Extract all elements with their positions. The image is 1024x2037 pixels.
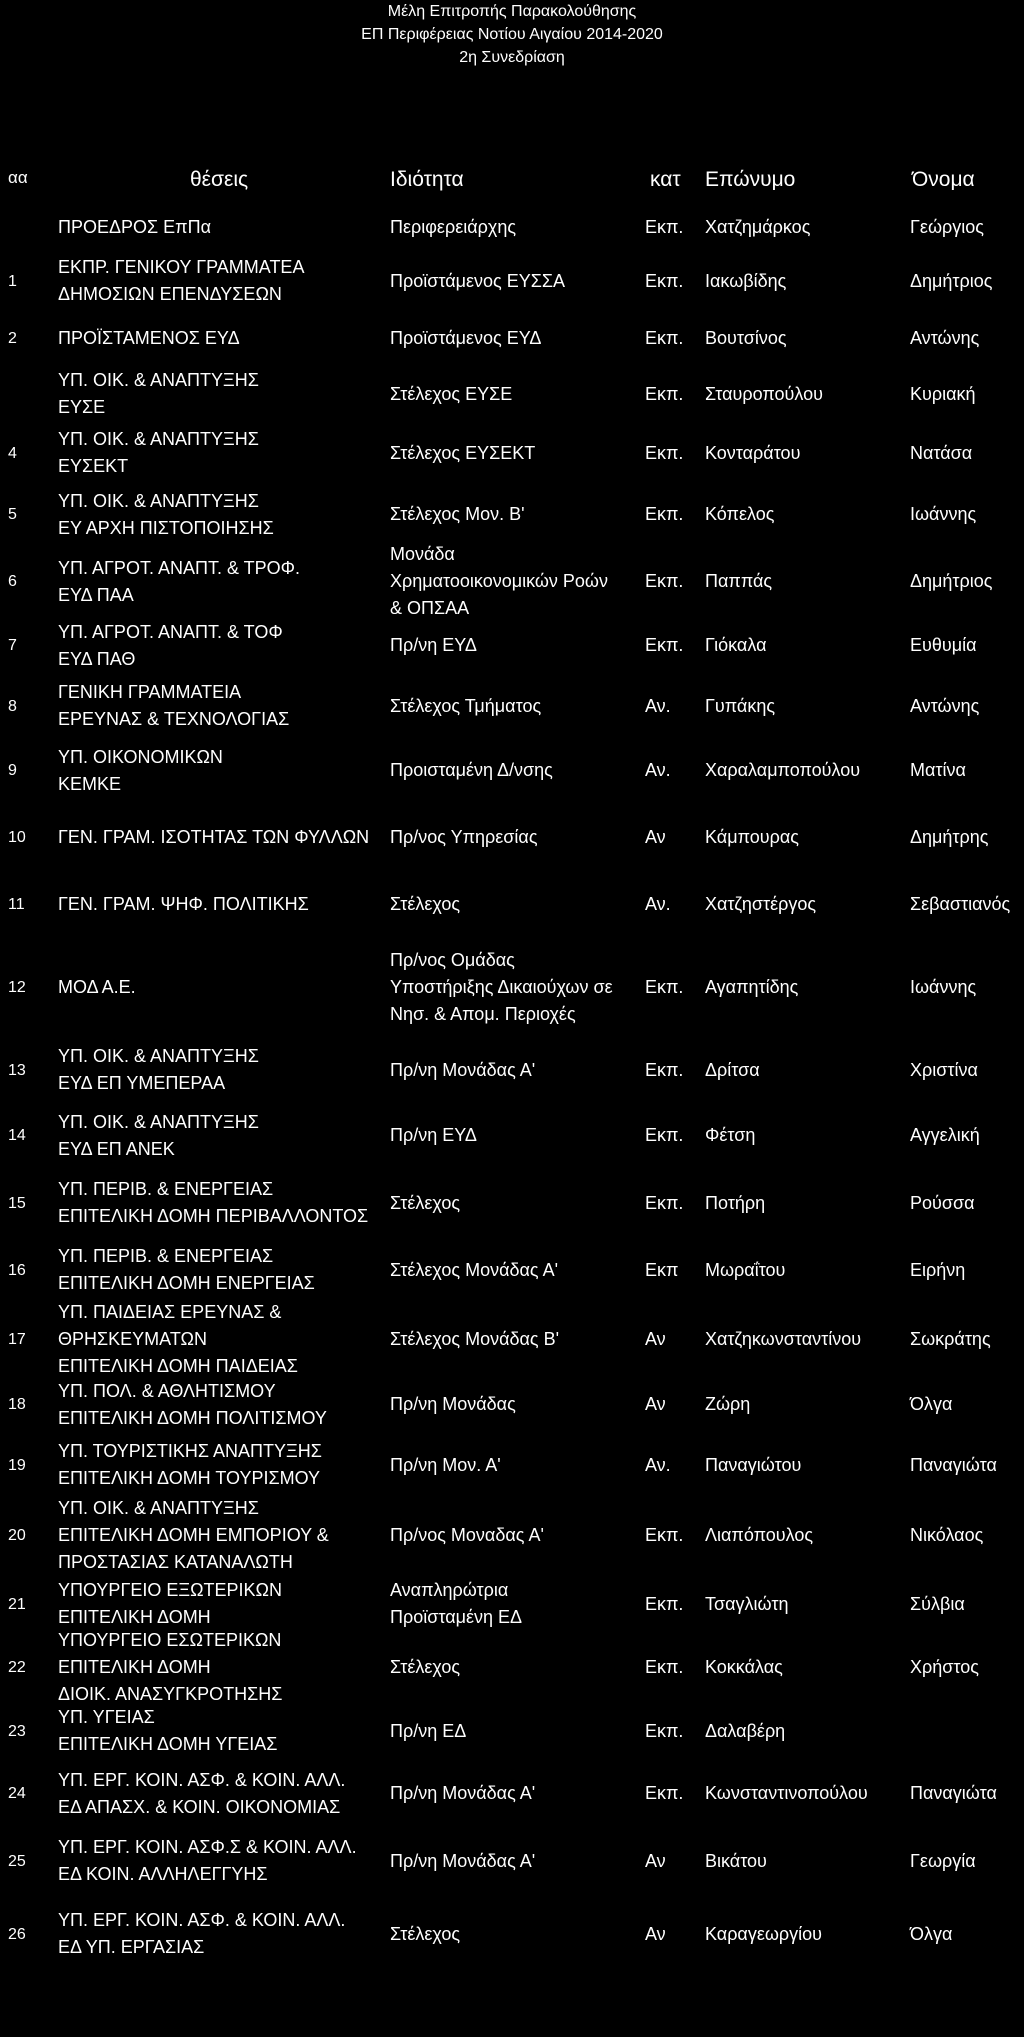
surname-cell: Σταυροπούλου bbox=[705, 383, 823, 404]
role-cell: Προϊστάμενος ΕΥΔ bbox=[390, 328, 542, 348]
position-cell: ΓΕΝ. ΓΡΑΜ. ΨΗΦ. ΠΟΛΙΤΙΚΗΣ bbox=[58, 893, 309, 914]
category-cell: Εκπ. bbox=[645, 504, 684, 524]
position-cell: ΕΚΠΡ. ΓΕΝΙΚΟΥ ΓΡΑΜΜΑΤΕΑ ΔΗΜΟΣΙΩΝ ΕΠΕΝΔΥΣΕΩΝ bbox=[58, 257, 305, 304]
row-number: 11 bbox=[8, 895, 25, 913]
role-cell: Στέλεχος bbox=[390, 893, 461, 914]
table-row bbox=[0, 1102, 1024, 1169]
row-number: 22 bbox=[8, 1659, 26, 1676]
position-cell: ΠΡΟΪΣΤΑΜΕΝΟΣ ΕΥΔ bbox=[58, 328, 240, 348]
surname-cell: Δαλαβέρη bbox=[705, 1720, 786, 1741]
table-row bbox=[0, 1303, 1024, 1375]
position-cell: ΥΠΟΥΡΓΕΙΟ ΕΞΩΤΕΡΙΚΩΝ ΕΠΙΤΕΛΙΚΗ ΔΟΜΗ bbox=[58, 1580, 282, 1627]
header-session: 2η Συνεδρίαση bbox=[459, 49, 565, 66]
category-cell: Αν bbox=[645, 1923, 666, 1944]
position-cell: ΓΕΝ. ΓΡΑΜ. ΙΣΟΤΗΤΑΣ ΤΩΝ ΦΥΛΛΩΝ bbox=[58, 826, 370, 847]
position-cell: ΜΟΔ Α.Ε. bbox=[58, 977, 136, 997]
role-cell: Στέλεχος Τμήματος bbox=[390, 695, 542, 716]
role-cell: Πρ/νη ΕΔ bbox=[390, 1720, 467, 1741]
row-number: 15 bbox=[8, 1194, 26, 1212]
category-cell: Εκπ. bbox=[645, 270, 684, 291]
role-cell: Στέλεχος bbox=[390, 1192, 461, 1213]
position-cell: ΥΠ. ΟΙΚ. & ΑΝΑΠΤΥΞΗΣ ΕΥΣΕ bbox=[58, 370, 259, 417]
category-cell: Εκπ. bbox=[645, 635, 684, 655]
table-row bbox=[0, 803, 1024, 871]
surname-cell: Φέτση bbox=[705, 1125, 756, 1145]
name-cell: Αντώνης bbox=[910, 328, 980, 348]
surname-cell: Κωνσταντινοπούλου bbox=[705, 1783, 868, 1803]
surname-cell: Κοκκάλας bbox=[705, 1657, 783, 1677]
surname-cell: Χατζημάρκος bbox=[705, 217, 811, 237]
surname-cell: Καραγεωργίου bbox=[705, 1923, 823, 1944]
role-cell: Πρ/νη Μονάδας Α' bbox=[390, 1059, 536, 1080]
table-row bbox=[0, 1630, 1024, 1704]
surname-cell: Βουτσίνος bbox=[705, 328, 787, 348]
role-cell: Προϊστάμενος ΕΥΣΣΑ bbox=[390, 270, 565, 291]
surname-cell: Μωραΐτου bbox=[705, 1259, 786, 1280]
category-cell: Εκπ. bbox=[645, 977, 684, 997]
surname-cell: Βικάτου bbox=[705, 1850, 767, 1871]
table-row bbox=[0, 937, 1024, 1038]
position-cell: ΥΠΟΥΡΓΕΙΟ ΕΣΩΤΕΡΙΚΩΝ ΕΠΙΤΕΛΙΚΗ ΔΟΜΗ ΔΙΟΙΚ. ΑΝΑΣΥΓΚΡΟΤΗΣΗΣ bbox=[58, 1630, 283, 1704]
name-cell: Ειρήνη bbox=[910, 1259, 966, 1280]
category-cell: Αν bbox=[645, 826, 666, 847]
surname-cell: Παππάς bbox=[705, 571, 773, 591]
table-row bbox=[0, 1761, 1024, 1826]
row-number: 5 bbox=[8, 506, 17, 523]
table-row bbox=[0, 1701, 1024, 1761]
role-cell: Πρ/νος Υπηρεσίας bbox=[390, 826, 538, 847]
table-row bbox=[0, 312, 1024, 365]
position-cell: ΥΠ. ΟΙΚ. & ΑΝΑΠΤΥΞΗΣ ΕΥΣΕΚΤ bbox=[58, 429, 259, 476]
category-cell: Εκπ. bbox=[645, 442, 684, 463]
role-cell: Πρ/νος Ομάδας Υποστήριξης Δικαιούχων σε Νησ. & Απομ. Περιοχές bbox=[390, 950, 613, 1024]
position-cell: ΥΠ. ΠΕΡΙΒ. & ΕΝΕΡΓΕΙΑΣ ΕΠΙΤΕΛΙΚΗ ΔΟΜΗ ΠΕΡΙΒΑΛΛΟΝΤΟΣ bbox=[58, 1179, 369, 1226]
category-cell: Εκπ. bbox=[645, 383, 684, 404]
position-cell: ΥΠ. ΠΕΡΙΒ. & ΕΝΕΡΓΕΙΑΣ ΕΠΙΤΕΛΙΚΗ ΔΟΜΗ ΕΝΕΡΓΕΙΑΣ bbox=[58, 1246, 315, 1293]
name-cell: Ιωάννης bbox=[910, 504, 977, 524]
name-cell: Παναγιώτα bbox=[910, 1783, 997, 1803]
surname-cell: Δρίτσα bbox=[705, 1059, 760, 1080]
role-cell: Μονάδα Χρηματοοικονομικών Ροών & ΟΠΣΑΑ bbox=[390, 544, 608, 618]
row-number bbox=[8, 365, 58, 423]
position-cell: ΥΠ. ΟΙΚ. & ΑΝΑΠΤΥΞΗΣ ΕΥ ΑΡΧΗ ΠΙΣΤΟΠΟΙΗΣΗΣ bbox=[58, 490, 274, 538]
row-number: 9 bbox=[8, 762, 17, 779]
header-title: Μέλη Επιτροπής Παρακολούθησης bbox=[387, 3, 637, 20]
surname-cell: Κόπελος bbox=[705, 504, 775, 524]
category-cell: Εκπ. bbox=[645, 1524, 684, 1545]
role-cell: Πρ/νη ΕΥΔ bbox=[390, 635, 477, 655]
name-cell: Παναγιώτα bbox=[910, 1454, 997, 1475]
row-number: 14 bbox=[8, 1127, 26, 1144]
category-cell: Αν bbox=[645, 1394, 666, 1414]
table-row bbox=[0, 617, 1024, 674]
table-row bbox=[0, 1896, 1024, 1972]
position-cell: ΥΠ. ΑΓΡΟΤ. ΑΝΑΠΤ. & ΤΟΦ ΕΥΔ ΠΑΘ bbox=[58, 621, 283, 669]
category-cell: Εκπ. bbox=[645, 1720, 684, 1741]
row-number: 6 bbox=[8, 573, 17, 590]
role-cell: Πρ/νη Μον. Α' bbox=[390, 1454, 501, 1475]
surname-cell: Αγαπητίδης bbox=[705, 977, 799, 997]
role-cell: Πρ/νη Μονάδας Α' bbox=[390, 1783, 536, 1803]
category-cell: Αν bbox=[645, 1328, 666, 1349]
col-surname: Επώνυμο bbox=[705, 168, 796, 191]
table-row bbox=[0, 1826, 1024, 1896]
table-row bbox=[0, 1375, 1024, 1434]
name-cell: Αγγελική bbox=[910, 1125, 980, 1145]
name-cell: Γεωργία bbox=[910, 1850, 976, 1871]
table-row bbox=[0, 1574, 1024, 1634]
category-cell: Αν. bbox=[645, 695, 671, 716]
name-cell: Ιωάννης bbox=[910, 977, 977, 997]
role-cell: Πρ/νη Μονάδας bbox=[390, 1394, 516, 1414]
surname-cell: Παναγιώτου bbox=[705, 1454, 802, 1475]
col-name: Όνομα bbox=[912, 168, 975, 191]
position-cell: ΥΠ. ΟΙΚ. & ΑΝΑΠΤΥΞΗΣ ΕΠΙΤΕΛΙΚΗ ΔΟΜΗ ΕΜΠΟΡΙΟΥ & ΠΡΟΣΤΑΣΙΑΣ ΚΑΤΑΝΑΛΩΤΗ bbox=[58, 1497, 329, 1572]
table-row bbox=[0, 546, 1024, 617]
name-cell: Κυριακή bbox=[910, 383, 976, 404]
position-cell: ΓΕΝΙΚΗ ΓΡΑΜΜΑΤΕΙΑ ΕΡΕΥΝΑΣ & ΤΕΧΝΟΛΟΓΙΑΣ bbox=[58, 682, 290, 729]
surname-cell: Γυπάκης bbox=[705, 695, 776, 716]
name-cell: Ματίνα bbox=[910, 760, 966, 780]
category-cell: Αν. bbox=[645, 1454, 671, 1475]
col-aa: αα bbox=[8, 168, 28, 187]
row-number: 20 bbox=[8, 1526, 26, 1544]
surname-cell: Χατζηκωνσταντίνου bbox=[705, 1328, 862, 1349]
row-number: 25 bbox=[8, 1852, 26, 1870]
category-cell: Εκπ. bbox=[645, 571, 684, 591]
role-cell: Αναπληρώτρια Προϊσταμένη ΕΔ bbox=[390, 1580, 523, 1627]
position-cell: ΥΠ. ΑΓΡΟΤ. ΑΝΑΠΤ. & ΤΡΟΦ. ΕΥΔ ΠΑΑ bbox=[58, 557, 301, 605]
row-number: 12 bbox=[8, 979, 26, 996]
surname-cell: Χαραλαμποπούλου bbox=[705, 760, 861, 780]
row-number: 19 bbox=[8, 1456, 26, 1474]
role-cell: Στέλεχος ΕΥΣΕ bbox=[390, 383, 513, 404]
surname-cell: Χατζηστέργος bbox=[705, 893, 817, 914]
position-cell: ΥΠ. ΕΡΓ. ΚΟΙΝ. ΑΣΦ.Σ & ΚΟΙΝ. ΑΛΛ. ΕΔ ΚΟΙΝ. ΑΛΛΗΛΕΓΓΥΗΣ bbox=[58, 1837, 357, 1884]
table-row bbox=[0, 365, 1024, 423]
table-row bbox=[0, 1169, 1024, 1237]
position-cell: ΥΠ. ΟΙΚΟΝΟΜΙΚΩΝ ΚΕΜΚΕ bbox=[58, 746, 223, 794]
role-cell: Πρ/νη ΕΥΔ bbox=[390, 1125, 477, 1145]
row-number bbox=[8, 205, 58, 250]
position-cell: ΥΠ. ΠΟΛ. & ΑΘΛΗΤΙΣΜΟΥ ΕΠΙΤΕΛΙΚΗ ΔΟΜΗ ΠΟΛΙΤΙΣΜΟΥ bbox=[58, 1380, 327, 1428]
table-row bbox=[0, 250, 1024, 312]
surname-cell: Λιαπόπουλος bbox=[705, 1524, 814, 1545]
role-cell: Στέλεχος bbox=[390, 1923, 461, 1944]
row-number: 18 bbox=[8, 1396, 26, 1413]
name-cell: Νατάσα bbox=[910, 442, 973, 463]
name-cell: Σεβαστιανός bbox=[910, 893, 1011, 914]
surname-cell: Ιακωβίδης bbox=[705, 270, 787, 291]
column-headers bbox=[0, 168, 1024, 198]
surname-cell: Ζώρη bbox=[705, 1394, 751, 1414]
name-cell: Σύλβια bbox=[910, 1593, 965, 1614]
name-cell: Χρήστος bbox=[910, 1657, 979, 1677]
name-cell bbox=[910, 1701, 1024, 1761]
name-cell: Γεώργιος bbox=[910, 217, 984, 237]
name-cell: Ευθυμία bbox=[910, 635, 977, 655]
category-cell: Αν bbox=[645, 1850, 666, 1871]
table-row bbox=[0, 1434, 1024, 1496]
category-cell: Αν. bbox=[645, 893, 671, 914]
name-cell: Νικόλαος bbox=[910, 1524, 984, 1545]
name-cell: Σωκράτης bbox=[910, 1328, 991, 1349]
role-cell: Προισταμένη Δ/νσης bbox=[390, 760, 553, 780]
category-cell: Εκπ. bbox=[645, 217, 684, 237]
row-number: 23 bbox=[8, 1722, 26, 1740]
row-number: 13 bbox=[8, 1061, 26, 1079]
name-cell: Όλγα bbox=[910, 1394, 953, 1414]
name-cell: Αντώνης bbox=[910, 695, 980, 716]
table-row bbox=[0, 674, 1024, 738]
name-cell: Δημήτριος bbox=[910, 270, 993, 291]
surname-cell: Κάμπουρας bbox=[705, 826, 799, 847]
table-row bbox=[0, 483, 1024, 546]
surname-cell: Γιόκαλα bbox=[705, 635, 767, 655]
row-number: 2 bbox=[8, 330, 17, 347]
role-cell: Στέλεχος bbox=[390, 1657, 461, 1677]
row-number: 21 bbox=[8, 1595, 26, 1613]
surname-cell: Ποτήρη bbox=[705, 1192, 766, 1213]
position-cell: ΥΠ. ΠΑΙΔΕΙΑΣ ΕΡΕΥΝΑΣ & ΘΡΗΣΚΕΥΜΑΤΩΝ ΕΠΙΤΕΛΙΚΗ ΔΟΜΗ ΠΑΙΔΕΙΑΣ bbox=[58, 1301, 298, 1376]
row-number: 24 bbox=[8, 1785, 26, 1802]
role-cell: Πρ/νος Μοναδας Α' bbox=[390, 1524, 544, 1545]
table-row bbox=[0, 423, 1024, 483]
row-number: 10 bbox=[8, 828, 26, 846]
role-cell: Πρ/νη Μονάδας Α' bbox=[390, 1850, 536, 1871]
col-role: Ιδιότητα bbox=[390, 168, 464, 191]
name-cell: Όλγα bbox=[910, 1923, 953, 1944]
position-cell: ΥΠ. ΟΙΚ. & ΑΝΑΠΤΥΞΗΣ ΕΥΔ ΕΠ ΑΝΕΚ bbox=[58, 1111, 259, 1159]
category-cell: Εκπ. bbox=[645, 1059, 684, 1080]
role-cell: Στέλεχος Μον. Β' bbox=[390, 504, 525, 524]
role-cell: Περιφερειάρχης bbox=[390, 217, 516, 237]
row-number: 8 bbox=[8, 697, 17, 715]
category-cell: Εκπ. bbox=[645, 328, 684, 348]
col-kat: κατ bbox=[650, 168, 681, 191]
table-row bbox=[0, 738, 1024, 803]
name-cell: Χριστίνα bbox=[910, 1059, 978, 1080]
table-row bbox=[0, 205, 1024, 250]
position-cell: ΥΠ. ΕΡΓ. ΚΟΙΝ. ΑΣΦ. & ΚΟΙΝ. ΑΛΛ. ΕΔ ΑΠΑΣΧ. & ΚΟΙΝ. ΟΙΚΟΝΟΜΙΑΣ bbox=[58, 1769, 346, 1817]
category-cell: Εκπ. bbox=[645, 1593, 684, 1614]
category-cell: Εκπ. bbox=[645, 1192, 684, 1213]
category-cell: Αν. bbox=[645, 760, 671, 780]
role-cell: Στέλεχος Μονάδας Α' bbox=[390, 1259, 559, 1280]
row-number: 4 bbox=[8, 444, 17, 462]
position-cell: ΥΠ. ΕΡΓ. ΚΟΙΝ. ΑΣΦ. & ΚΟΙΝ. ΑΛΛ. ΕΔ ΥΠ. ΕΡΓΑΣΙΑΣ bbox=[58, 1910, 346, 1957]
members-table bbox=[0, 205, 1024, 1972]
category-cell: Εκπ. bbox=[645, 1125, 684, 1145]
position-cell: ΥΠ. ΤΟΥΡΙΣΤΙΚΗΣ ΑΝΑΠΤΥΞΗΣ ΕΠΙΤΕΛΙΚΗ ΔΟΜΗ ΤΟΥΡΙΣΜΟΥ bbox=[58, 1441, 322, 1488]
row-number: 7 bbox=[8, 637, 17, 654]
position-cell: ΥΠ. ΟΙΚ. & ΑΝΑΠΤΥΞΗΣ ΕΥΔ ΕΠ ΥΜΕΠΕΡΑΑ bbox=[58, 1046, 259, 1093]
position-cell: ΠΡΟΕΔΡΟΣ ΕπΠα bbox=[58, 217, 211, 237]
row-number: 26 bbox=[8, 1925, 26, 1943]
name-cell: Ρούσσα bbox=[910, 1192, 975, 1213]
table-row bbox=[0, 1496, 1024, 1574]
row-number: 16 bbox=[8, 1261, 26, 1279]
role-cell: Στέλεχος ΕΥΣΕΚΤ bbox=[390, 442, 536, 463]
table-row bbox=[0, 1038, 1024, 1102]
category-cell: Εκπ bbox=[645, 1259, 679, 1280]
name-cell: Δημήτρης bbox=[910, 826, 989, 847]
surname-cell: Κονταράτου bbox=[705, 442, 801, 463]
row-number: 17 bbox=[8, 1330, 26, 1348]
col-positions: θέσεις bbox=[190, 168, 249, 191]
surname-cell: Τσαγλιώτη bbox=[705, 1593, 789, 1614]
position-cell: ΥΠ. ΥΓΕΙΑΣ ΕΠΙΤΕΛΙΚΗ ΔΟΜΗ ΥΓΕΙΑΣ bbox=[58, 1707, 278, 1754]
table-row bbox=[0, 871, 1024, 937]
category-cell: Εκπ. bbox=[645, 1657, 684, 1677]
name-cell: Δημήτριος bbox=[910, 571, 993, 591]
document-header bbox=[0, 0, 1024, 69]
header-subtitle: ΕΠ Περιφέρειας Νοτίου Αιγαίου 2014-2020 bbox=[361, 26, 663, 43]
role-cell: Στέλεχος Μονάδας Β' bbox=[390, 1328, 560, 1349]
row-number: 1 bbox=[8, 272, 17, 290]
category-cell: Εκπ. bbox=[645, 1783, 684, 1803]
table-row bbox=[0, 1237, 1024, 1303]
